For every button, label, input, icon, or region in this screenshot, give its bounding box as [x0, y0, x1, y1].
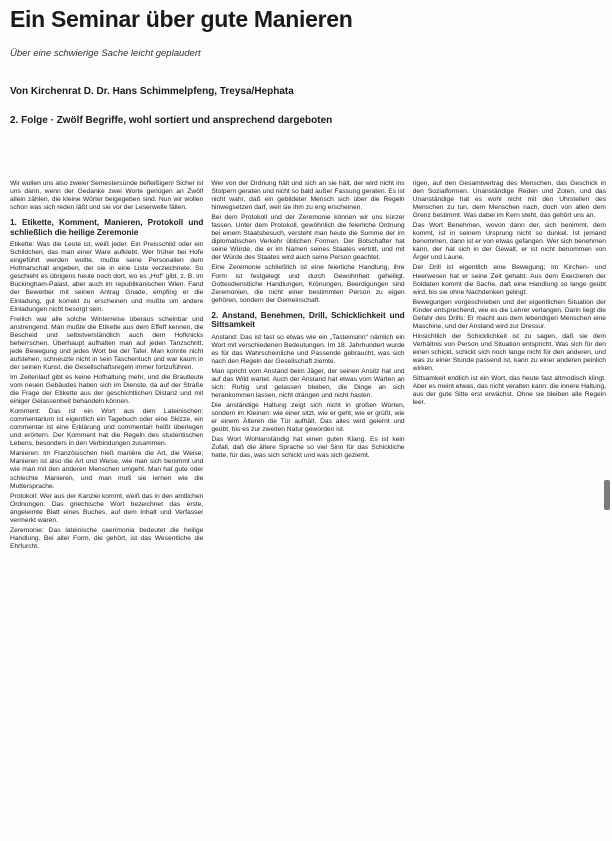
body-paragraph: Anstand: Das ist fast so etwas wie ein „Tasteinsinn“ nämlich ein Wort mit verschiedenen Bedeutungen. Im 18. Jahrhundert wurde es für das Wahrscheinliche und Passende gebraucht, was sich nach den Regeln der Gesellschaft ziemte.	[211, 333, 405, 365]
body-paragraph: Manieren: Im Französischen hieß manière die Art, die Weise; Manieren ist also die Art und Weise, wie man sich benimmt und wie man mit den anderen Menschen umgeht. Man hat gute oder schlechte Manieren, und man muß sie lernen wie die Muttersprache.	[10, 450, 204, 490]
body-paragraph: Der Drill ist eigentlich eine Bewegung; im Kirchen- und Heerwesen hat er seine Zeit gehabt. Aus dem Exerzieren der Soldaten kommt die Sache, daß eine Handlung so lange geübt wird, bis sie ohne Nachdenken gelingt.	[412, 264, 606, 296]
body-paragraph: Das Wort Wohlanständig hat einen guten Klang. Es ist kein Zufall, daß die ältere Sprache so viel Sinn für das Schickliche hatte, für das, was sich schickt und was sich geziemt.	[211, 436, 405, 460]
article-body	[10, 180, 606, 838]
body-paragraph: Man spricht vom Anstand beim Jäger, der seinen Ansitz hat und auf das Wild wartet. Auch der Anstand hat etwas vom Warten an sich: Ruhig und gelassen bleiben, die Dinge an sich herankommen lassen, nicht drängen und nicht hasten.	[211, 367, 405, 400]
article-title: Ein Seminar über gute Manieren	[10, 6, 353, 32]
body-paragraph: Wer von der Ordnung hält und sich an sie hält, der wird nicht ins Stolpern geraten und nicht so bald außer Fassung geraten. Es ist nicht wahr, daß ein gebildeter Mensch sich über die Regeln hinwegsetzen darf, weil sie ihm zu eng erscheinen.	[211, 180, 405, 212]
body-paragraph: Bei dem Protokoll und der Zeremonie können wir uns kürzer fassen. Unter dem Protokoll, gewöhnlich die feierliche Ordnung bei einem Staatsbesuch, versteht man heute die Summe der im diplomatischen Verkehr üblichen Formen. Der Botschafter hat seine Würde, die er im Namen seines Staates vertritt, und mit der Würde des Staates wird auch seine Person geachtet.	[211, 214, 405, 262]
body-paragraph: Wir wollen uns also zweier Semestersünde befleißigen! Sicher ist uns dann, wenn der Gedanke zwei Worte genügen an Zwölf allein zählen, die kleine Wörter beigegeben sind. Nun wir wollen schon was sich reden läßt und sie vor der Leserwelle fällen.	[10, 180, 204, 212]
text-column-3	[413, 180, 606, 838]
body-paragraph: Im Zeitenlauf gibt es keine Hofhaltung mehr, und die Brautleute vom neuen Gebäudes haben sich im Dienste, da auf der Straße die Frage der Etikette aus der geschichtlichen Distanz und mit einiger Gelassenheit behandeln können.	[10, 373, 204, 406]
body-paragraph: Eine Zeremonie schließlich ist eine feierliche Handlung, ihre Form ist festgelegt und durch Gewohnheit geheiligt. Gottesdienstliche Handlungen, Krönungen, Beerdigungen sind Zeremonien, die nicht einer bestimmten Person zu eigen gehören, sondern der Gemeinschaft.	[211, 264, 405, 304]
article-series-line: 2. Folge · Zwölf Begriffe, wohl sortiert und ansprechend dargeboten	[10, 115, 333, 126]
body-paragraph: Die anständige Haltung zeigt sich nicht in großen Worten, sondern im Kleinen: wie einer sitzt, wie er geht, wie er grüßt, wie er einem Älteren die Tür aufhält. Das alles wird gelernt und geübt, bis es zur zweiten Natur geworden ist.	[211, 402, 405, 434]
section-heading: 2. Anstand, Benehmen, Drill, Schicklichkeit und Sittsamkeit	[211, 310, 405, 330]
body-paragraph: Protokoll: Wer aus der Kanzlei kommt, weiß das in den amtlichen Ordnungen. Das griechische Wort bezeichnet das erste, angeleimte Blatt eines Buches, auf dem Inhalt und Verfasser vermerkt waren.	[10, 492, 204, 524]
article-subtitle: Über eine schwierige Sache leicht geplaudert	[10, 48, 201, 59]
article-author: Von Kirchenrat D. Dr. Hans Schimmelpfeng, Treysa/Hephata	[10, 86, 294, 97]
body-paragraph: Das Wort Benehmen, wovon dann der, sich benimmt, dem kommt, ist in seinem Ursprung nicht so dunkel. Ist jemand benommen, dann ist er von etwas gefangen. Wer sich benehmen kann, der hat sich in der Gewalt, er ist nicht benommen von Ärger und Laune.	[412, 222, 606, 262]
body-paragraph: Sittsamkeit endlich ist ein Wort, das heute fast altmodisch klingt. Aber es meint etwas, das nicht veralten kann: die innere Haltung, aus der gute Sitte erst erwächst. Ohne sie bleiben alle Regeln leer.	[412, 375, 606, 407]
body-paragraph: Hinsichtlich der Schicklichkeit ist zu sagen, daß sie dem Verhältnis von Person und Situation entspricht. Was sich für den einen schickt, schickt sich noch lange nicht für den anderen, und was zu einer Stunde passend ist, kann zu einer anderen peinlich wirken.	[412, 332, 606, 373]
text-column-1	[10, 180, 203, 838]
body-paragraph: Zeremonie: Das lateinische caerimonia bedeutet die heilige Handlung. Bei aller Form, die gehört, ist das Wesentliche die Ehrfurcht.	[10, 526, 204, 550]
scan-artifact	[604, 480, 610, 510]
body-paragraph: Komment: Das ist ein Wort aus dem Lateinischen: commentarium ist eigentlich ein Tagebuch oder eine Skizze, ein commentar ist eine Erklärung und commentari heißt überlegen und erörtern. Der Komment hat die Regeln des studentischen Lebens, besonders in den Verbindungen zusammen.	[10, 408, 204, 448]
section-heading: 1. Etikette, Komment, Manieren, Protokoll und schließlich die heilige Zeremonie	[10, 218, 204, 237]
body-paragraph: Bewegungen vorgeschrieben und der eigentlichen Situation der Kinder entsprechend, wie es die Lehrer verlangen. Darin liegt die Gefahr des Drills: Er macht aus dem lebendigen Menschen eine Maschine, und der Anstand wird zur Dressur.	[412, 298, 606, 330]
body-paragraph: Freilich war alle solche Winterreise überaus scheinbar und anstrengend. Man mußte die Etikette aus dem Effeff kennen, die Bescheid und selbstverständlich auch dem Hofknicks beherrschen. Überhaupt aufhalten man auf jeden Tanzschritt, jede Bewegung und jedes Wort bei der Tafel. Man konnte nicht aufstehen, schneuzte nicht in sein Taschentuch und war kaum in der seinen Kunst, die Gesellschaftsregeln immer fortzuführen.	[10, 315, 204, 371]
body-paragraph: Etikette: Was die Leute ist, weiß jeder. Ein Preisschild oder ein Schildchen, das man einer Ware aufklebt. Wer früher bei Hofe eingeführt werden wollte, mußte seine Personalien dem Hofmarschall angeben, der sie in eine Liste verzeichnete. So geschieht es übrigens heute noch dort, wo es „Hof“ gibt, z. B. im Buckingham-Palast, aber auch im republikanischen Wien. Fand der Bewerber mit seinen Antrag Gnade, empfing er die Einladung, gut korrekt zu erscheinen und mußte um andere Einladungen nicht besorgt sein.	[10, 241, 204, 313]
text-column-2	[211, 180, 404, 838]
body-paragraph: rigen, auf den Gesamtvertrag des Menschen, das Geschick in den Sozialformen. Unanständige Reden und Zoten, und das Unanständige hat es wohl nicht mit den Uhrstellen des Menschen zu tun, dem Menschen nach, doch von allen dem Grenz bestimmt. Was dabei im Kern steht, das gehört uns an.	[412, 180, 606, 220]
